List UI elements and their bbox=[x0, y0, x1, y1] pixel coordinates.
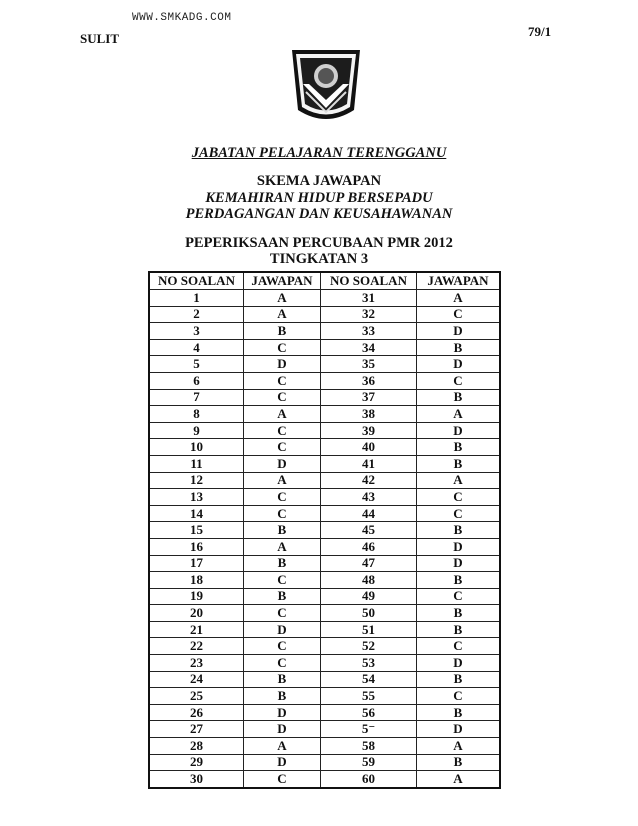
answer: B bbox=[417, 754, 501, 771]
answer: B bbox=[417, 389, 501, 406]
table-row bbox=[149, 738, 500, 755]
answer: B bbox=[417, 671, 501, 688]
scheme-title: SKEMA JAWAPAN bbox=[256, 173, 382, 189]
state-education-crest-icon bbox=[286, 44, 366, 126]
answer: C bbox=[244, 439, 321, 456]
question-number: 39 bbox=[321, 422, 417, 439]
question-number: 26 bbox=[149, 704, 244, 721]
question-number: 33 bbox=[321, 323, 417, 340]
table-row bbox=[149, 455, 500, 472]
table-row bbox=[149, 688, 500, 705]
answer: B bbox=[244, 555, 321, 572]
question-number: 23 bbox=[149, 655, 244, 672]
answer: C bbox=[244, 505, 321, 522]
answer: A bbox=[244, 472, 321, 489]
answer: D bbox=[417, 655, 501, 672]
question-number: 54 bbox=[321, 671, 417, 688]
question-number: 14 bbox=[149, 505, 244, 522]
subject-title-1: KEMAHIRAN HIDUP BERSEPADU bbox=[205, 190, 433, 206]
answer: C bbox=[244, 489, 321, 506]
answer: B bbox=[417, 455, 501, 472]
answer: C bbox=[244, 372, 321, 389]
answer: A bbox=[417, 738, 501, 755]
answer: C bbox=[244, 389, 321, 406]
table-row bbox=[149, 489, 500, 506]
answer: B bbox=[244, 323, 321, 340]
answer: D bbox=[244, 721, 321, 738]
table-row bbox=[149, 538, 500, 555]
answer: D bbox=[244, 455, 321, 472]
answer: B bbox=[244, 588, 321, 605]
table-row bbox=[149, 522, 500, 539]
question-number: 47 bbox=[321, 555, 417, 572]
answer: D bbox=[417, 721, 501, 738]
question-number: 29 bbox=[149, 754, 244, 771]
answer: D bbox=[417, 555, 501, 572]
table-header-row bbox=[149, 272, 500, 290]
question-number: 13 bbox=[149, 489, 244, 506]
question-number: 8 bbox=[149, 406, 244, 423]
table-row bbox=[149, 439, 500, 456]
department-title: JABATAN PELAJARAN TERENGGANU bbox=[191, 145, 447, 161]
answer: B bbox=[417, 339, 501, 356]
answer: C bbox=[244, 605, 321, 622]
subject-title-2: PERDAGANGAN DAN KEUSAHAWANAN bbox=[185, 206, 453, 222]
question-number: 34 bbox=[321, 339, 417, 356]
question-number: 36 bbox=[321, 372, 417, 389]
question-number: 31 bbox=[321, 290, 417, 307]
answer-rows bbox=[149, 290, 500, 788]
table-row bbox=[149, 621, 500, 638]
table-row bbox=[149, 306, 500, 323]
table-row bbox=[149, 422, 500, 439]
answer: C bbox=[244, 638, 321, 655]
question-number: 7 bbox=[149, 389, 244, 406]
question-number: 52 bbox=[321, 638, 417, 655]
question-number: 18 bbox=[149, 572, 244, 589]
answer: B bbox=[417, 439, 501, 456]
table-row bbox=[149, 771, 500, 788]
question-number: 5 bbox=[149, 356, 244, 373]
question-number: 50 bbox=[321, 605, 417, 622]
table-row bbox=[149, 290, 500, 307]
table-row bbox=[149, 389, 500, 406]
table-row bbox=[149, 472, 500, 489]
question-number: 38 bbox=[321, 406, 417, 423]
question-number: 2 bbox=[149, 306, 244, 323]
answer: B bbox=[417, 605, 501, 622]
watermark-url: WWW.SMKADG.COM bbox=[132, 12, 232, 24]
answer: C bbox=[244, 422, 321, 439]
answer: A bbox=[244, 538, 321, 555]
question-number: 12 bbox=[149, 472, 244, 489]
answer: C bbox=[417, 489, 501, 506]
question-number: 60 bbox=[321, 771, 417, 788]
answer: A bbox=[417, 472, 501, 489]
column-header: JAWAPAN bbox=[244, 272, 321, 290]
question-number: 46 bbox=[321, 538, 417, 555]
answer: A bbox=[417, 771, 501, 788]
table-row bbox=[149, 572, 500, 589]
table-row bbox=[149, 406, 500, 423]
answer: C bbox=[244, 655, 321, 672]
question-number: 42 bbox=[321, 472, 417, 489]
answer: B bbox=[244, 522, 321, 539]
question-number: 28 bbox=[149, 738, 244, 755]
exam-title: PEPERIKSAAN PERCUBAAN PMR 2012 bbox=[185, 235, 453, 251]
answer: D bbox=[417, 538, 501, 555]
table-row bbox=[149, 588, 500, 605]
answer: B bbox=[417, 522, 501, 539]
table-row bbox=[149, 754, 500, 771]
answer: D bbox=[244, 704, 321, 721]
question-number: 40 bbox=[321, 439, 417, 456]
answer: A bbox=[417, 406, 501, 423]
column-header: JAWAPAN bbox=[417, 272, 501, 290]
question-number: 56 bbox=[321, 704, 417, 721]
answer: C bbox=[244, 339, 321, 356]
question-number: 25 bbox=[149, 688, 244, 705]
table-row bbox=[149, 505, 500, 522]
question-number: 45 bbox=[321, 522, 417, 539]
table-row bbox=[149, 721, 500, 738]
table-row bbox=[149, 323, 500, 340]
question-number: 51 bbox=[321, 621, 417, 638]
table-row bbox=[149, 671, 500, 688]
answer: A bbox=[244, 290, 321, 307]
question-number: 9 bbox=[149, 422, 244, 439]
answer-key-table bbox=[148, 271, 501, 789]
question-number: 21 bbox=[149, 621, 244, 638]
classification-label: SULIT bbox=[80, 31, 120, 46]
table-row bbox=[149, 555, 500, 572]
question-number: 58 bbox=[321, 738, 417, 755]
question-number: 24 bbox=[149, 671, 244, 688]
table-row bbox=[149, 655, 500, 672]
column-header: NO SOALAN bbox=[149, 272, 244, 290]
table-row bbox=[149, 638, 500, 655]
answer: A bbox=[417, 290, 501, 307]
answer: A bbox=[244, 738, 321, 755]
question-number: 55 bbox=[321, 688, 417, 705]
answer: A bbox=[244, 306, 321, 323]
question-number: 22 bbox=[149, 638, 244, 655]
question-number: 43 bbox=[321, 489, 417, 506]
question-number: 41 bbox=[321, 455, 417, 472]
question-number: 15 bbox=[149, 522, 244, 539]
question-number: 3 bbox=[149, 323, 244, 340]
question-number: 44 bbox=[321, 505, 417, 522]
answer: A bbox=[244, 406, 321, 423]
question-number: 4 bbox=[149, 339, 244, 356]
question-number: 32 bbox=[321, 306, 417, 323]
column-header: NO SOALAN bbox=[321, 272, 417, 290]
question-number: 59 bbox=[321, 754, 417, 771]
question-number: 10 bbox=[149, 439, 244, 456]
table-row bbox=[149, 339, 500, 356]
answer: C bbox=[417, 688, 501, 705]
question-number: 17 bbox=[149, 555, 244, 572]
answer: D bbox=[417, 323, 501, 340]
table-row bbox=[149, 704, 500, 721]
question-number: 16 bbox=[149, 538, 244, 555]
question-number: 5⁻ bbox=[321, 721, 417, 738]
question-number: 19 bbox=[149, 588, 244, 605]
table-row bbox=[149, 605, 500, 622]
answer: D bbox=[417, 356, 501, 373]
question-number: 53 bbox=[321, 655, 417, 672]
question-number: 30 bbox=[149, 771, 244, 788]
answer: B bbox=[244, 688, 321, 705]
answer: D bbox=[244, 754, 321, 771]
question-number: 11 bbox=[149, 455, 244, 472]
answer: C bbox=[417, 638, 501, 655]
answer: D bbox=[417, 422, 501, 439]
answer: C bbox=[417, 588, 501, 605]
question-number: 49 bbox=[321, 588, 417, 605]
answer: B bbox=[417, 621, 501, 638]
answer: C bbox=[417, 372, 501, 389]
table-row bbox=[149, 372, 500, 389]
answer: C bbox=[417, 306, 501, 323]
question-number: 37 bbox=[321, 389, 417, 406]
answer: C bbox=[244, 572, 321, 589]
question-number: 35 bbox=[321, 356, 417, 373]
question-number: 20 bbox=[149, 605, 244, 622]
table-row bbox=[149, 356, 500, 373]
answer: D bbox=[244, 621, 321, 638]
paper-code: 79/1 bbox=[528, 24, 552, 39]
answer: B bbox=[417, 572, 501, 589]
question-number: 48 bbox=[321, 572, 417, 589]
answer: C bbox=[417, 505, 501, 522]
answer: D bbox=[244, 356, 321, 373]
answer: B bbox=[244, 671, 321, 688]
form-level: TINGKATAN 3 bbox=[269, 251, 369, 267]
question-number: 27 bbox=[149, 721, 244, 738]
question-number: 1 bbox=[149, 290, 244, 307]
question-number: 6 bbox=[149, 372, 244, 389]
answer: B bbox=[417, 704, 501, 721]
answer: C bbox=[244, 771, 321, 788]
